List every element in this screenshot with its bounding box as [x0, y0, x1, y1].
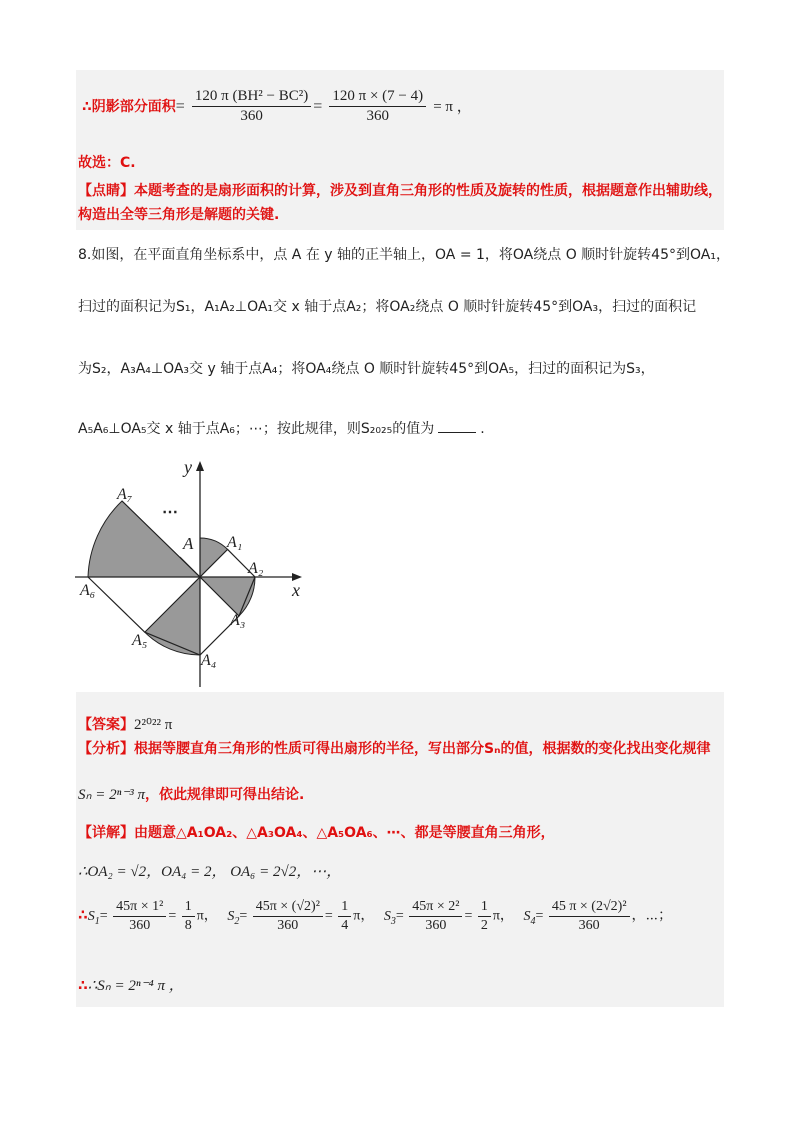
analysis-line-1: 【分析】根据等腰直角三角形的性质可得出扇形的半径，写出部分Sₙ的值，根据数的变化找出变化规律	[78, 741, 711, 757]
label-a1: A₁	[227, 534, 243, 551]
analysis-line-2: Sₙ = 2ⁿ⁻³ π，依此规律即可得出结论.	[78, 787, 305, 803]
analysis-formula: Sₙ = 2ⁿ⁻³ π	[78, 787, 146, 803]
label-a6: A₆	[80, 582, 96, 599]
x-axis-label: x	[292, 580, 300, 600]
s2-fraction: $\frac{\text{45π × (√2)²}}{360}$	[253, 899, 323, 934]
question-line-3: 为S₂，A₃A₄⊥OA₃交 y 轴于点A₄；将OA₄绕点 O 顺时针旋转45°到OA₅，扫过的面积记为S₃，	[78, 361, 655, 377]
y-axis-arrow	[196, 461, 204, 471]
top-solution-panel	[76, 70, 724, 230]
question-line-4: A₅A₆⊥OA₅交 x 轴于点A₆；⋯；按此规律，则S₂₀₂₅的值为 .	[78, 421, 485, 437]
coordinate-figure	[70, 455, 320, 695]
shade-area-equation: ∴阴影部分面积= $\frac{\text{120 π (BH² − BC²)}}{360}$ = $\frac{120 \pi \times (7 - 4)}{360}$ = π ，	[82, 88, 472, 124]
comment-line-1: 【点睛】本题考查的是扇形面积的计算，涉及到直角三角形的性质及旋转的性质，根据题意作出辅助线，	[78, 183, 722, 199]
s-values-line: $\therefore S_1=$ $\frac{\text{45π × 1²}}{360}$ = $\frac{1}{8}$ π， $S_2=$ $\frac{\text{45π × (√2)²}}{360}$ = $\frac{1}{4}$ π， $S_3=$ $\frac{\text{45π × 2²}}{360}$ = $\frac{1}{2}$ π， $S_4=$ $\frac{\text{45 π × (2√2)²}}{360}$ ，⋯；	[78, 899, 673, 933]
answer-value: 2²⁰²² π	[134, 717, 173, 733]
detail-line-1: 【详解】由题意△A₁OA₂、△A₃OA₄、△A₅OA₆、⋯、都是等腰直角三角形，	[78, 825, 555, 841]
shade-area-label: ∴阴影部分面积	[82, 99, 176, 115]
s4-fraction: $\frac{\text{45 π × (2√2)²}}{360}$	[549, 899, 630, 934]
sector-s1	[200, 538, 228, 577]
shade-area-result: = π ，	[433, 99, 472, 115]
label-a5: A₅	[132, 632, 148, 649]
s3-fraction: $\frac{\text{45π × 2²}}{360}$	[409, 899, 462, 934]
final-line: ∴∴Sₙ = 2ⁿ⁻⁴ π ，	[78, 978, 184, 994]
fraction-1: $\frac{\text{120 π (BH² − BC²)}}{360}$	[192, 88, 311, 125]
comment-line-2: 构造出全等三角形是解题的关键.	[78, 207, 280, 223]
answer-panel	[76, 692, 724, 1007]
s2-value: $\frac{1}{4}$	[338, 899, 351, 934]
s3-value: $\frac{1}{2}$	[478, 899, 491, 934]
detail-line-2: ∴OA₂ = √2，OA₄ = 2， OA₆ = 2√2，⋯，	[78, 864, 342, 880]
question-line-2: 扫过的面积记为S₁，A₁A₂⊥OA₁交 x 轴于点A₂；将OA₂绕点 O 顺时针旋转45°到OA₃，扫过的面积记	[78, 299, 697, 315]
label-a7: A₇	[117, 486, 133, 503]
figure-dots: ⋯	[162, 504, 178, 521]
question-line-1: 8.如图，在平面直角坐标系中，点 A 在 y 轴的正半轴上，OA = 1，将OA绕点 O 顺时针旋转45°到OA₁，	[78, 247, 730, 263]
label-a3: A₃	[230, 612, 246, 629]
label-a2: A₂	[248, 560, 264, 577]
label-a: A	[183, 534, 194, 553]
choice-text: 故选：C.	[78, 155, 136, 171]
label-a4: A₄	[201, 652, 217, 669]
fraction-2: $\frac{120 \pi \times (7 - 4)}{360}$	[329, 88, 426, 125]
s1-fraction: $\frac{\text{45π × 1²}}{360}$	[113, 899, 166, 934]
y-axis-label: y	[184, 457, 192, 477]
answer-line: 【答案】2²⁰²² π	[78, 717, 173, 733]
s1-value: $\frac{1}{8}$	[182, 899, 195, 934]
answer-blank	[438, 432, 476, 433]
